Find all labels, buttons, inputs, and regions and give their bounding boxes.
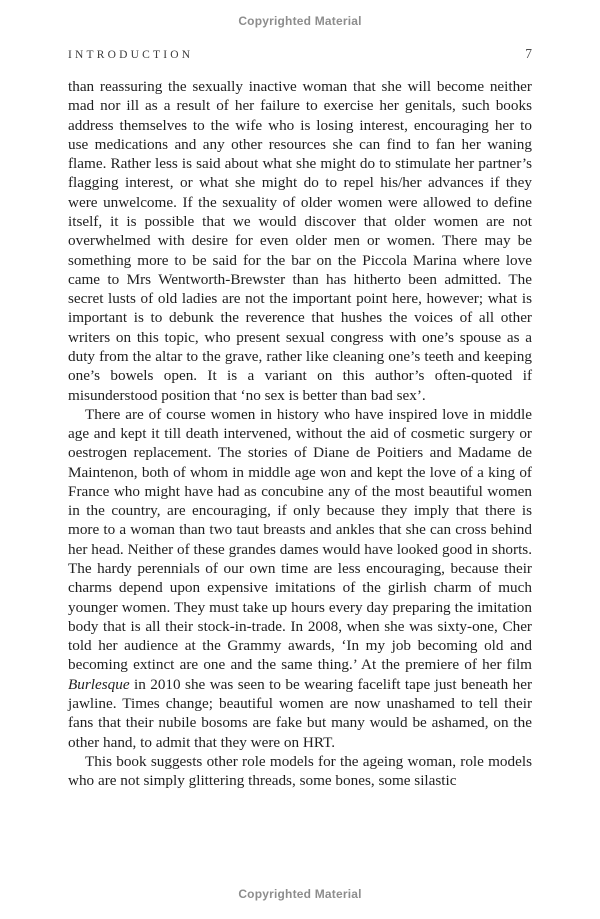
copyright-notice-top: Copyrighted Material [238, 14, 362, 28]
paragraph [68, 752, 532, 791]
paragraph [68, 405, 532, 752]
text-block [68, 77, 532, 790]
running-head: INTRODUCTION [68, 49, 194, 61]
body-text: in 2010 she was seen to be wearing facelift tape just beneath her jawline. Times change; beautiful women are now unashamed to tell their fans that their nubile bosoms are fake but many would be ashamed, on the other hand, to admit that they were on HRT. [68, 675, 532, 751]
body-text: This book suggests other role models for the ageing woman, role models who are not simply glittering threads, some bones, some silastic [68, 752, 532, 790]
body-text: There are of course women in history who have inspired love in middle age and kept it till death intervened, without the aid of cosmetic surgery or oestrogen replacement. The stories of Diane de Poitiers and Madame de Maintenon, both of whom in middle age won and kept the love of a king of France who might have had as concubine any of the most beautiful women in the country, are encouraging, if only because they imply that there is more to a woman than two taut breasts and ankles that she can cross behind her head. Neither of these grandes dames would have looked good in shorts. The hardy perennials of our own time are less encouraging, because their charms depend upon expensive imitations of the girlish charm of much younger women. They must take up hours every day preparing the imitation body that is all their stock-in-trade. In 2008, when she was sixty-one, Cher told her audience at the Grammy awards, ‘In my job becoming old and becoming extinct are one and the same thing.’ At the premiere of her film [68, 405, 532, 674]
copyright-notice-bottom: Copyrighted Material [238, 887, 362, 901]
italic-text: Burlesque [68, 675, 130, 693]
page-number: 7 [525, 46, 532, 61]
paragraph [68, 77, 532, 405]
page-header [68, 46, 532, 62]
body-text: than reassuring the sexually inactive woman that she will become neither mad nor ill as a result of her failure to exercise her genitals, such books address themselves to the wife who is losing interest, encouraging her to use medications and any other resources she can find to fan her waning flame. Rather less is said about what she might do to stimulate her partner’s flagging interest, or what she might do to repel his/her advances if they were unwelcome. If the sexuality of older women were allowed to define itself, it is possible that we would discover that older women are not overwhelmed with desire for even older men or women. There may be something more to be said for the bar on the Piccola Marina where love came to Mrs Wentworth-Brewster than has hitherto been admitted. The secret lusts of old ladies are not the important point here, however; what is important is to debunk the reverence that hushes the voices of all other writers on this topic, who present sexual congress with one’s spouse as a duty from the altar to the grave, rather like cleaning one’s teeth and keeping one’s bowels open. It is a variant on this author’s often-quoted if misunderstood position that ‘no sex is better than bad sex’. [68, 78, 532, 404]
